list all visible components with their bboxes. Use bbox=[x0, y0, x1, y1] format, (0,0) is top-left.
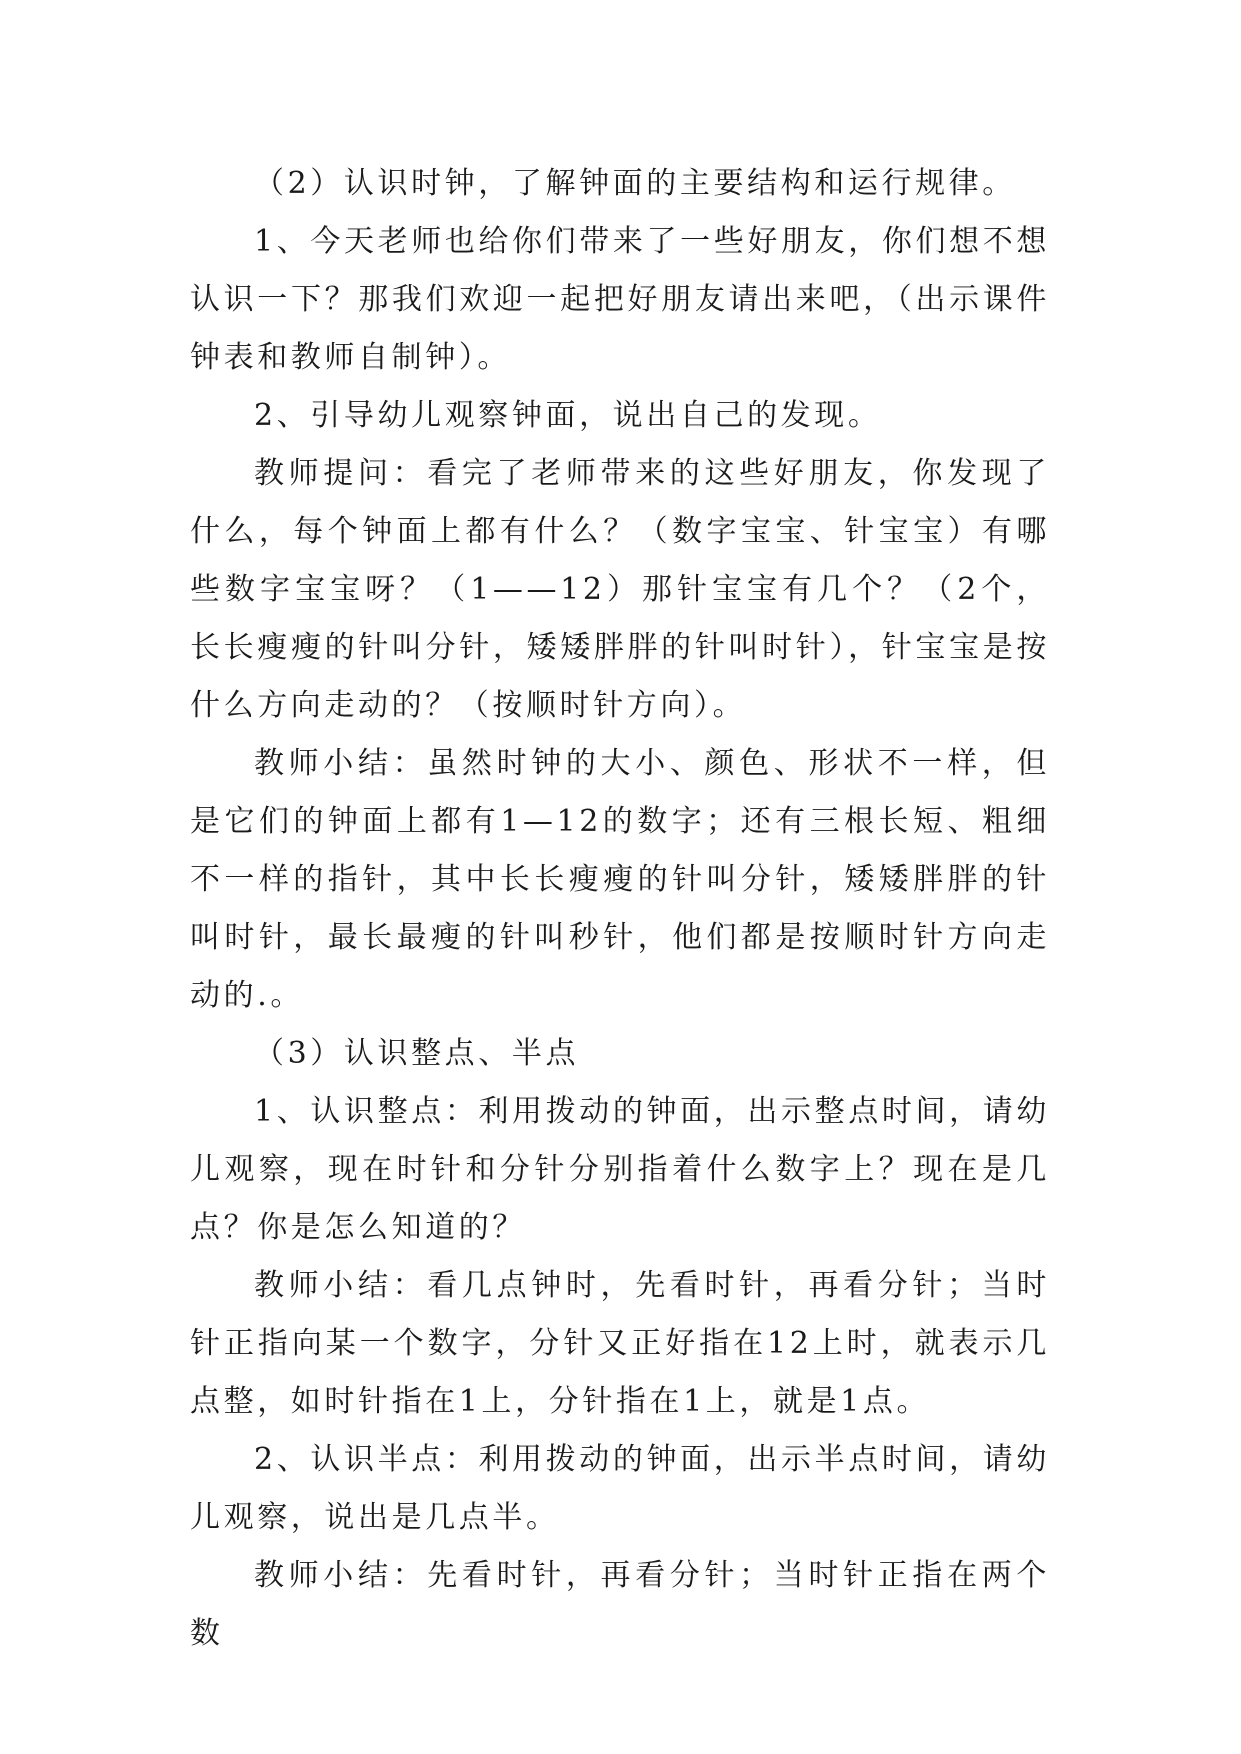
paragraph-observe-clock-face: 2、引导幼儿观察钟面，说出自己的发现。 bbox=[254, 398, 882, 433]
document-body bbox=[190, 155, 1050, 1663]
section-heading-clock: （2）认识时钟，了解钟面的主要结构和运行规律。 bbox=[254, 166, 1016, 201]
paragraph-whole-hour: 1、认识整点：利用拨动的钟面，出示整点时间，请幼儿观察，现在时针和分针分别指着什么数字上？现在是几点？你是怎么知道的？ bbox=[190, 1094, 1050, 1245]
paragraph-half-hour: 2、认识半点：利用拨动的钟面，出示半点时间，请幼儿观察，说出是几点半。 bbox=[190, 1442, 1050, 1535]
paragraph-teacher-question: 教师提问：看完了老师带来的这些好朋友，你发现了什么，每个钟面上都有什么？（数字宝宝、针宝宝）有哪些数字宝宝呀？（1——12）那针宝宝有几个？（2个，长长瘦瘦的针叫分针，矮矮胖胖的针叫时针），针宝宝是按什么方向走动的？（按顺时针方向）。 bbox=[190, 456, 1050, 723]
paragraph-teacher-summary-2: 教师小结：看几点钟时，先看时针，再看分针；当时针正指向某一个数字，分针又正好指在12上时，就表示几点整，如时针指在1上，分针指在1上，就是1点。 bbox=[190, 1268, 1050, 1419]
section-heading-hour-half: （3）认识整点、半点 bbox=[254, 1036, 580, 1071]
paragraph-introduce-friends: 1、今天老师也给你们带来了一些好朋友，你们想不想认识一下？那我们欢迎一起把好朋友请出来吧，（出示课件钟表和教师自制钟）。 bbox=[190, 224, 1050, 375]
paragraph-teacher-summary-1: 教师小结：虽然时钟的大小、颜色、形状不一样，但是它们的钟面上都有1—12的数字；还有三根长短、粗细不一样的指针，其中长长瘦瘦的针叫分针，矮矮胖胖的针叫时针，最长最瘦的针叫秒针，他们都是按顺时针方向走动的.。 bbox=[190, 746, 1050, 1013]
paragraph-teacher-summary-3: 教师小结：先看时针，再看分针；当时针正指在两个数 bbox=[190, 1558, 1050, 1651]
